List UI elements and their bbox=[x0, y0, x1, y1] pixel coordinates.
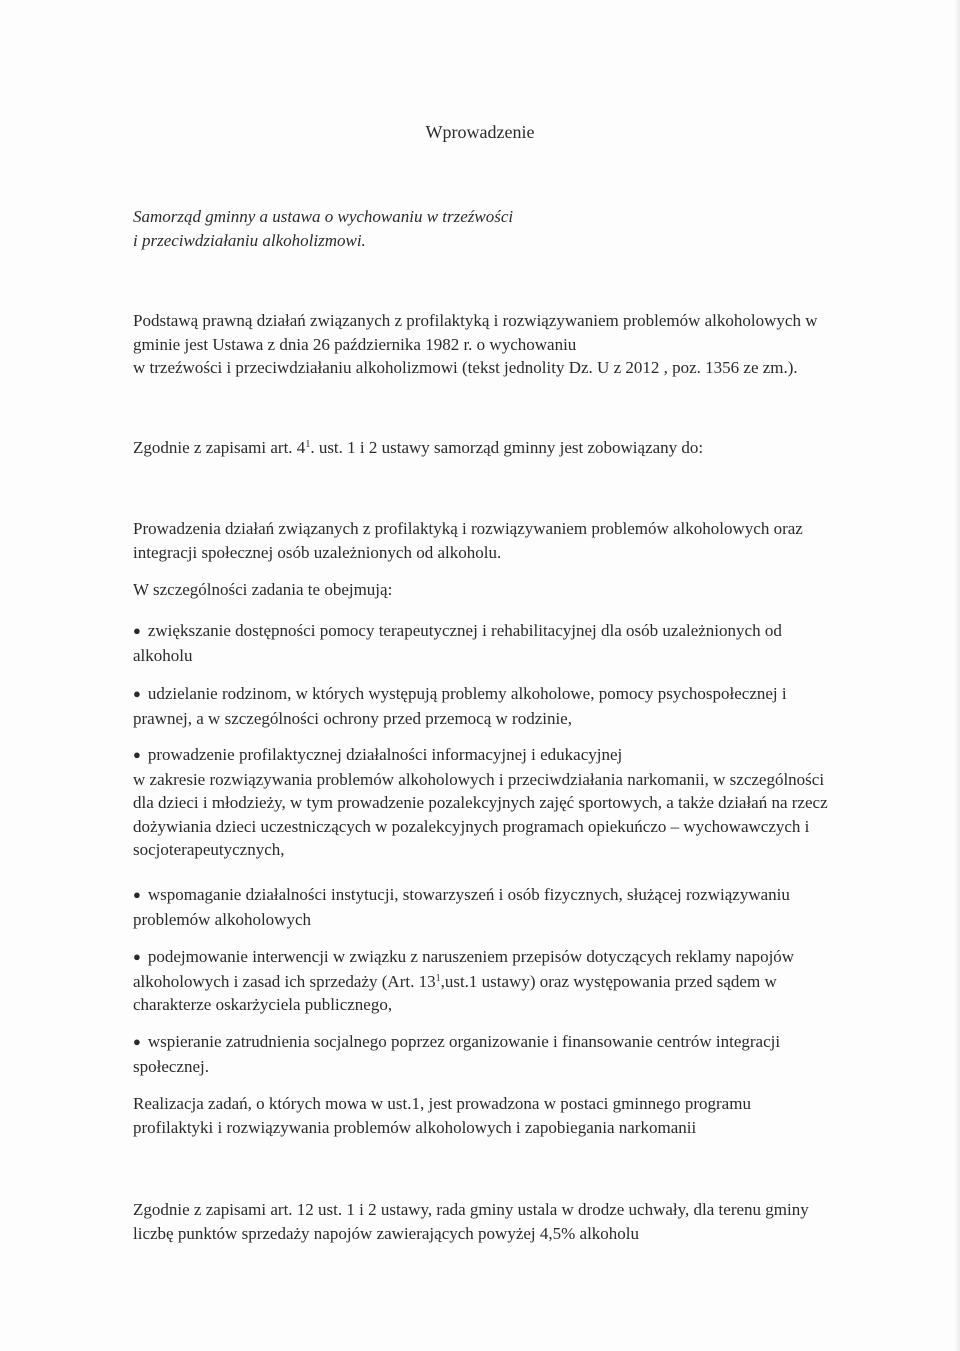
paragraph-implementation: Realizacja zadań, o których mowa w ust.1, jest prowadzona w postaci gminnego programu profilaktyki i rozwiązywania problemów alkoholowych i zapobiegania narkomanii bbox=[133, 1094, 751, 1137]
bullet-item-interventions bbox=[133, 945, 853, 1017]
paragraph-art12: Zgodnie z zapisami art. 12 ust. 1 i 2 ustawy, rada gminy ustala w drodze uchwały, dla terenu gminy liczbę punktów sprzedaży napojów zawierających powyżej 4,5% alkoholu bbox=[133, 1200, 809, 1243]
bullet-icon: ● bbox=[133, 623, 141, 638]
bullet-item-institutions bbox=[133, 883, 853, 931]
paragraph-art4 bbox=[133, 436, 853, 460]
bullet-item-employment bbox=[133, 1030, 853, 1078]
bullet-icon: ● bbox=[133, 949, 141, 964]
page-edge-shadow bbox=[954, 0, 960, 1351]
bullet-text-start: podejmowanie interwencji w związku z naruszeniem przepisów dotyczących reklamy napojów alkoholowych i zasad ich sprzedaży (Art. 13 bbox=[133, 947, 795, 991]
document-subtitle: Samorząd gminny a ustawa o wychowaniu w trzeźwości i przeciwdziałaniu alkoholizmowi. bbox=[133, 207, 514, 250]
art4-superscript: 1 bbox=[305, 439, 311, 450]
bullet-icon: ● bbox=[133, 686, 141, 701]
bullet-item-therapy bbox=[133, 619, 853, 667]
paragraph-tasks-intro: W szczególności zadania te obejmują: bbox=[133, 580, 393, 599]
paragraph-legal-basis: Podstawą prawną działań związanych z profilaktyką i rozwiązywaniem problemów alkoholowych w gminie jest Ustawa z dnia 26 października 1982 r. o wychowaniu w trzeźwości i przeciwdziałaniu alkoholizmowi (tekst jednolity Dz. U z 2012 , poz. 1356 ze zm.). bbox=[133, 311, 818, 377]
art13-superscript: 1 bbox=[435, 972, 441, 984]
bullet-icon: ● bbox=[133, 1034, 141, 1049]
bullet-text: zwiększanie dostępności pomocy terapeutycznej i rehabilitacyjnej dla osób uzależnionych od alkoholu bbox=[133, 621, 782, 665]
bullet-text: wspomaganie działalności instytucji, stowarzyszeń i osób fizycznych, służącej rozwiązywaniu problemów alkoholowych bbox=[133, 885, 790, 929]
bullet-icon: ● bbox=[133, 887, 141, 902]
bullet-item-prevention bbox=[133, 743, 853, 862]
bullet-text: udzielanie rodzinom, w których występują problemy alkoholowe, pomocy psychospołecznej i prawnej, a w szczególności ochrony przed przemocą w rodzinie, bbox=[133, 684, 787, 728]
bullet-item-family-support bbox=[133, 682, 853, 730]
bullet-text: wspieranie zatrudnienia socjalnego poprzez organizowanie i finansowanie centrów integracji społecznej. bbox=[133, 1032, 781, 1076]
bullet-text-end: ,ust.1 ustawy) oraz występowania przed sądem w charakterze oskarżyciela publicznego, bbox=[133, 971, 777, 1014]
art4-text-end: . ust. 1 i 2 ustawy samorząd gminny jest zobowiązany do: bbox=[310, 438, 704, 457]
bullet-icon: ● bbox=[133, 747, 141, 762]
art4-text-start: Zgodnie z zapisami art. 4 bbox=[133, 438, 306, 457]
page-title: Wprowadzenie bbox=[425, 122, 535, 142]
bullet-text: prowadzenie profilaktycznej działalności informacyjnej i edukacyjnej w zakresie rozwiązywania problemów alkoholowych i przeciwdziałania narkomanii, w szczególności dla dzieci i młodzieży, w tym prowadzenie pozalekcyjnych zajęć sportowych, a także działań na rzecz dożywiania dzieci uczestniczących w pozalekcyjnych programach opiekuńczo – wychowawczych i socjoterapeutycznych, bbox=[133, 745, 828, 859]
paragraph-duties: Prowadzenia działań związanych z profilaktyką i rozwiązywaniem problemów alkoholowych oraz integracji społecznej osób uzależnionych od alkoholu. bbox=[133, 519, 803, 562]
